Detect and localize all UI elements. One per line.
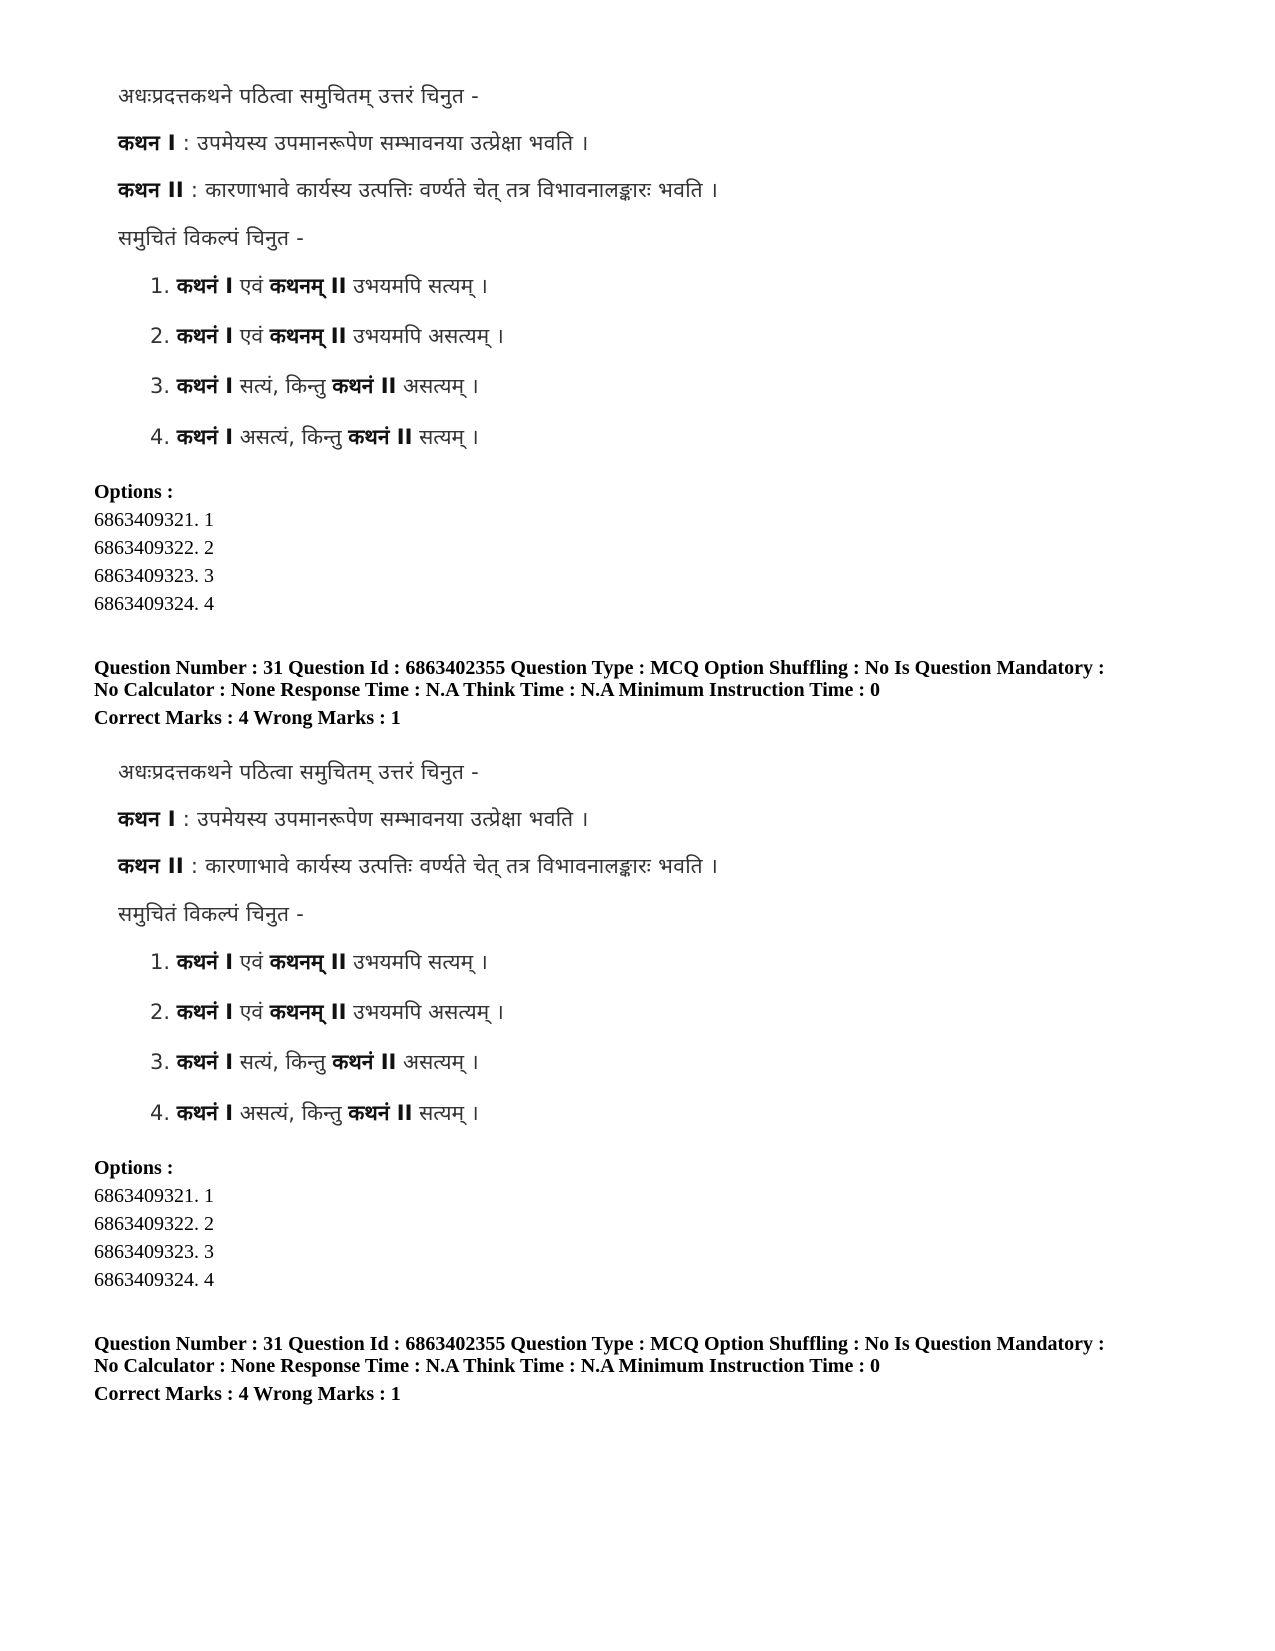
choice-verdict: सत्यम् । (412, 425, 479, 449)
statement-1-text: : उपमेयस्य उपमानरूपेण सम्भावनया उत्प्रेक्षा भवति । (175, 807, 589, 831)
choose-prompt: समुचितं विकल्पं चिनुत - (118, 902, 305, 926)
choice-connector: एवं (233, 274, 270, 298)
option-row: 6863409321. 1 (94, 1185, 214, 1207)
question-marks: Correct Marks : 4 Wrong Marks : 1 (94, 1383, 401, 1405)
statement-2 (118, 852, 718, 880)
choice-connector: असत्यं, किन्तु (233, 425, 349, 449)
question-meta-line2: No Calculator : None Response Time : N.A Think Time : N.A Minimum Instruction Time : 0 (94, 1355, 880, 1377)
statement-1 (118, 805, 589, 833)
passage-intro: अधःप्रदत्तकथने पठित्वा समुचितम् उत्तरं चिनुत - (118, 760, 479, 784)
choose-prompt: समुचितं विकल्पं चिनुत - (118, 226, 305, 250)
choice-verdict: उभयमपि सत्यम् । (346, 950, 488, 974)
option-row: 6863409323. 3 (94, 565, 214, 587)
choice-verdict: सत्यम् । (412, 1101, 479, 1125)
statement-1-text: : उपमेयस्य उपमानरूपेण सम्भावनया उत्प्रेक्षा भवति । (175, 131, 589, 155)
options-label: Options : (94, 481, 174, 503)
choice-statement-b: कथनम् II (269, 324, 347, 348)
choice-statement-b: कथनं II (348, 425, 413, 449)
choice-statement-a: कथनं I (176, 374, 234, 398)
choice-connector: एवं (233, 324, 270, 348)
choice-number: 4. (150, 425, 177, 449)
choice-statement-a: कथनं I (176, 950, 234, 974)
choice-statement-b: कथनं II (348, 1101, 413, 1125)
choice-statement-a: कथनं I (176, 1000, 234, 1024)
option-row: 6863409324. 4 (94, 593, 214, 615)
choice-verdict: उभयमपि असत्यम् । (346, 324, 504, 348)
choice-connector: असत्यं, किन्तु (233, 1101, 349, 1125)
choice-statement-a: कथनं I (176, 274, 234, 298)
options-label: Options : (94, 1157, 174, 1179)
choice-item (150, 948, 488, 976)
choice-statement-b: कथनं II (332, 1050, 397, 1074)
choice-statement-a: कथनं I (176, 324, 234, 348)
question-meta-line1: Question Number : 31 Question Id : 6863402355 Question Type : MCQ Option Shuffling : No Is Question Mandatory : (94, 1333, 1105, 1355)
choice-connector: एवं (233, 1000, 270, 1024)
choice-statement-b: कथनं II (332, 374, 397, 398)
choice-statement-b: कथनम् II (269, 950, 347, 974)
choice-number: 4. (150, 1101, 177, 1125)
choice-connector: सत्यं, किन्तु (233, 374, 333, 398)
statement-2 (118, 176, 718, 204)
choice-verdict: उभयमपि असत्यम् । (346, 1000, 504, 1024)
choice-number: 1. (150, 950, 177, 974)
choice-statement-a: कथनं I (176, 425, 234, 449)
choice-number: 1. (150, 274, 177, 298)
choice-connector: एवं (233, 950, 270, 974)
option-row: 6863409322. 2 (94, 1213, 214, 1235)
choice-connector: सत्यं, किन्तु (233, 1050, 333, 1074)
choice-number: 3. (150, 1050, 177, 1074)
statement-1 (118, 129, 589, 157)
option-row: 6863409321. 1 (94, 509, 214, 531)
choice-verdict: असत्यम् । (396, 374, 479, 398)
choice-statement-b: कथनम् II (269, 1000, 347, 1024)
question-meta-line1: Question Number : 31 Question Id : 6863402355 Question Type : MCQ Option Shuffling : No Is Question Mandatory : (94, 657, 1105, 679)
choice-verdict: उभयमपि सत्यम् । (346, 274, 488, 298)
choice-statement-b: कथनम् II (269, 274, 347, 298)
question-marks: Correct Marks : 4 Wrong Marks : 1 (94, 707, 401, 729)
option-row: 6863409322. 2 (94, 537, 214, 559)
choice-item (150, 272, 488, 300)
choice-number: 2. (150, 324, 177, 348)
option-row: 6863409324. 4 (94, 1269, 214, 1291)
statement-2-label: कथन II (118, 178, 184, 202)
choice-item (150, 423, 479, 451)
choice-number: 2. (150, 1000, 177, 1024)
choice-item (150, 322, 504, 350)
choice-item (150, 1099, 479, 1127)
statement-2-text: : कारणाभावे कार्यस्य उत्पत्तिः वर्ण्यते चेत् तत्र विभावनालङ्कारः भवति । (183, 854, 719, 878)
statement-1-label: कथन I (118, 131, 176, 155)
passage-intro: अधःप्रदत्तकथने पठित्वा समुचितम् उत्तरं चिनुत - (118, 84, 479, 108)
choice-item (150, 1048, 479, 1076)
option-row: 6863409323. 3 (94, 1241, 214, 1263)
choice-number: 3. (150, 374, 177, 398)
statement-2-text: : कारणाभावे कार्यस्य उत्पत्तिः वर्ण्यते चेत् तत्र विभावनालङ्कारः भवति । (183, 178, 719, 202)
choice-statement-a: कथनं I (176, 1050, 234, 1074)
statement-2-label: कथन II (118, 854, 184, 878)
choice-statement-a: कथनं I (176, 1101, 234, 1125)
statement-1-label: कथन I (118, 807, 176, 831)
choice-verdict: असत्यम् । (396, 1050, 479, 1074)
question-meta-line2: No Calculator : None Response Time : N.A Think Time : N.A Minimum Instruction Time : 0 (94, 679, 880, 701)
choice-item (150, 998, 504, 1026)
choice-item (150, 372, 479, 400)
